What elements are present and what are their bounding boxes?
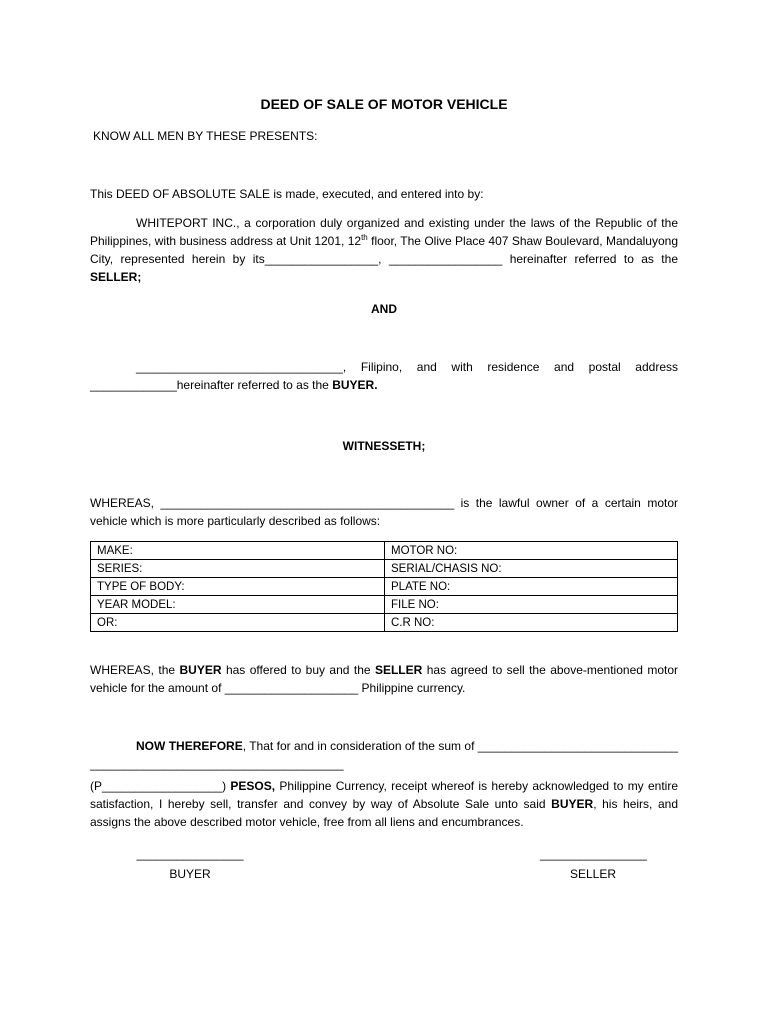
buyer-signature-line: ________________ [136,847,244,861]
now-therefore-paragraph [90,737,678,773]
buyer-signature-block [134,845,246,883]
consideration-paragraph [90,777,678,831]
seller-paragraph-text-a: WHITEPORT INC., a corporation duly organized and existing under the laws of the Republic of the Philippines, with business address at Unit 1201, 12 [90,216,678,248]
witnesseth-text: WITNESSETH; [342,439,426,453]
table-cell: YEAR MODEL: [91,596,385,614]
table-cell: SERIES: [91,560,385,578]
opening-line: This DEED OF ABSOLUTE SALE is made, executed, and entered into by: [90,187,484,201]
whereas-offer-text-c: has agreed to sell the above-mentioned motor vehicle for the amount of ____________________ Philippine currency. [90,663,679,695]
now-therefore-text-a: , That for and in consideration of the sum of ____________________________________________________________________ [90,739,678,771]
seller-term: SELLER [374,663,423,677]
table-cell: MAKE: [91,542,385,560]
seller-paragraph-text-b: floor, The Olive Place 407 Shaw Boulevard, Mandaluyong City, represented herein by its_________________, _________________ hereinafter referred to as the [90,234,679,266]
now-therefore-term: NOW THEREFORE [136,739,243,753]
pesos-term: PESOS, [230,779,276,793]
ordinal-superscript: th [361,233,368,242]
table-row [91,596,678,614]
table-row [91,560,678,578]
table-cell: FILE NO: [385,596,678,614]
buyer-paragraph [90,358,678,394]
buyer-signature-label: BUYER [169,867,211,881]
seller-paragraph [90,214,678,286]
table-cell: C.R NO: [385,614,678,632]
seller-term: SELLER; [90,270,142,284]
and-heading [90,300,678,318]
buyer-term: BUYER [179,663,222,677]
document-page [90,0,678,1024]
seller-signature-line: ________________ [540,847,647,861]
and-text: AND [371,302,397,316]
buyer-paragraph-text: _______________________________, Filipino, and with residence and postal address _____________hereinafter referred to as the [90,360,678,392]
table-row [91,578,678,596]
seller-signature-label: SELLER [569,867,617,881]
buyer-term: BUYER. [332,378,378,392]
table-cell: SERIAL/CHASIS NO: [385,560,678,578]
whereas-offer-text-b: has offered to buy and the [221,663,375,677]
seller-signature-block [540,845,646,883]
whereas-offer-text-a: WHEREAS, the [90,663,180,677]
document-title: DEED OF SALE OF MOTOR VEHICLE [260,96,508,112]
table-row [91,542,678,560]
intro-line: KNOW ALL MEN BY THESE PRESENTS: [93,129,318,143]
table-cell: OR: [91,614,385,632]
buyer-term: BUYER [551,797,594,811]
vehicle-details-table [90,541,678,632]
consideration-text-c: Philippine Currency, receipt whereof is hereby acknowledged to my entire satisfaction, I hereby sell, transfer and convey by way of Absolute Sale unto said [90,779,678,811]
table-cell: TYPE OF BODY: [91,578,385,596]
table-cell: PLATE NO: [385,578,678,596]
whereas-offer-paragraph [90,661,678,697]
consideration-text-d: , his heirs, and assigns the above described motor vehicle, free from all liens and encumbrances. [90,797,678,829]
table-row [91,614,678,632]
table-cell: MOTOR NO: [385,542,678,560]
consideration-amount-blank: (P__________________) [90,779,231,793]
witnesseth-heading [90,437,678,455]
whereas-owner-paragraph: WHEREAS, ____________________________________________ is the lawful owner of a certain motor vehicle which is more particularly described as follows: [90,496,678,528]
